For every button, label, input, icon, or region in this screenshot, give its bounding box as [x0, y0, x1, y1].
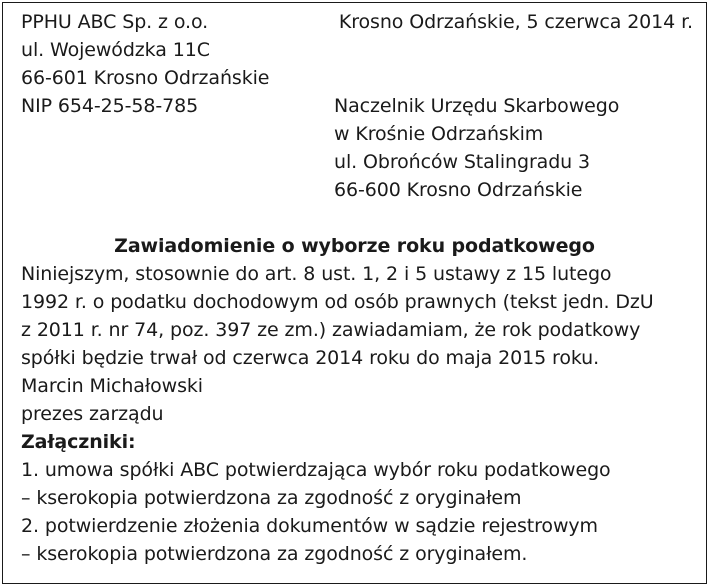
recipient-line-4: 66-600 Krosno Odrzańskie — [334, 179, 583, 201]
sender-name: PPHU ABC Sp. z o.o. — [21, 11, 209, 33]
recipient-line-1: Naczelnik Urzędu Skarbowego — [334, 95, 620, 117]
attachments-heading: Załączniki: — [21, 431, 136, 453]
attachment-item-2: 2. potwierdzenie złożenia dokumentów w sądzie rejestrowym — [21, 515, 598, 537]
sender-street: ul. Wojewódzka 11C — [21, 39, 210, 61]
sender-nip: NIP 654-25-58-785 — [21, 95, 199, 117]
attachment-item-1: 1. umowa spółki ABC potwierdzająca wybór roku podatkowego — [21, 459, 611, 481]
document-body — [21, 260, 654, 568]
recipient-line-3: ul. Obrońców Stalingradu 3 — [334, 151, 591, 173]
attachment-item-1-note: – kserokopia potwierdzona za zgodność z oryginałem — [21, 487, 522, 509]
attachment-item-2-note: – kserokopia potwierdzona za zgodność z oryginałem. — [21, 543, 528, 565]
body-line-1: Niniejszym, stosownie do art. 8 ust. 1, 2 i 5 ustawy z 15 lutego — [21, 263, 612, 285]
body-line-2: 1992 r. o podatku dochodowym od osób prawnych (tekst jedn. DzU — [21, 291, 654, 313]
sender-address — [21, 8, 269, 120]
recipient-address — [334, 92, 619, 204]
signature-role: prezes zarządu — [21, 403, 164, 425]
signature-name: Marcin Michałowski — [21, 375, 203, 397]
body-line-4: spółki będzie trwał od czerwca 2014 roku do maja 2015 roku. — [21, 347, 600, 369]
document-title: Zawiadomienie o wyborze roku podatkowego — [114, 235, 595, 257]
recipient-line-2: w Krośnie Odrzańskim — [334, 123, 544, 145]
place-date: Krosno Odrzańskie, 5 czerwca 2014 r. — [338, 11, 693, 33]
body-line-3: z 2011 r. nr 74, poz. 397 ze zm.) zawiadamiam, że rok podatkowy — [21, 319, 641, 341]
sender-city: 66-601 Krosno Odrzańskie — [21, 67, 270, 89]
document-frame — [2, 2, 707, 584]
